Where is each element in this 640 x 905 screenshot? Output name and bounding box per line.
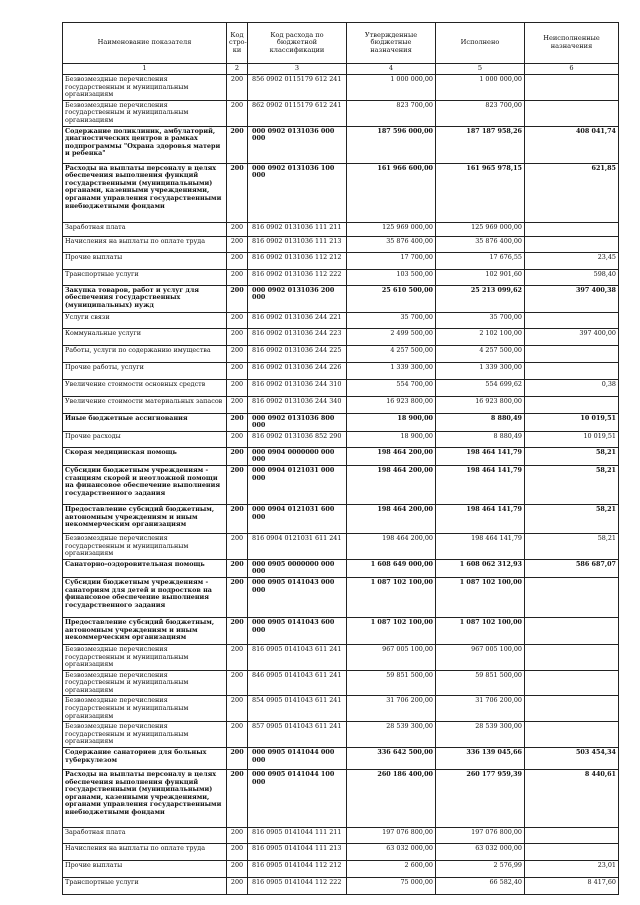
row-name-cell: Прочие выплаты xyxy=(63,861,227,878)
row-line-code-cell: 200 xyxy=(227,861,248,878)
row-expense-code-cell: 816 0905 0141044 112 222 xyxy=(248,878,347,895)
row-executed-cell: 198 464 141,79 xyxy=(436,447,525,465)
row-expense-code-cell: 000 0902 0131036 800 000 xyxy=(248,413,347,431)
table-row xyxy=(63,252,619,269)
row-approved-cell: 2 499 500,00 xyxy=(347,328,436,345)
table-row xyxy=(63,465,619,504)
row-name-cell: Увеличение стоимости основных средств xyxy=(63,379,227,396)
row-unexecuted-cell xyxy=(525,75,619,101)
row-line-code-cell: 200 xyxy=(227,577,248,617)
row-executed-cell: 1 087 102 100,00 xyxy=(436,617,525,644)
table-row xyxy=(63,379,619,396)
row-line-code-cell: 200 xyxy=(227,396,248,413)
row-line-code-cell: 200 xyxy=(227,670,248,696)
header-approved: Утвержденные бюджетные назначения xyxy=(347,23,436,64)
table-row xyxy=(63,828,619,844)
row-unexecuted-cell: 58,21 xyxy=(525,465,619,504)
table-row xyxy=(63,362,619,379)
row-executed-cell: 63 032 000,00 xyxy=(436,844,525,861)
table-row xyxy=(63,222,619,236)
row-name-cell: Безвозмездные перечисления государственным и муниципальным организациям xyxy=(63,722,227,748)
row-name-cell: Расходы на выплаты персоналу в целях обеспечения выполнения функций государственными (муниципальными) органами, казенными учреждениями, органами управления государственными внебюджетными фондами xyxy=(63,770,227,828)
column-number-row xyxy=(63,64,619,75)
row-unexecuted-cell: 503 454,34 xyxy=(525,748,619,770)
row-executed-cell: 198 464 141,79 xyxy=(436,465,525,504)
row-approved-cell: 1 000 000,00 xyxy=(347,75,436,101)
table-row xyxy=(63,413,619,431)
row-approved-cell: 18 900,00 xyxy=(347,431,436,447)
row-unexecuted-cell xyxy=(525,396,619,413)
row-name-cell: Скорая медицинская помощь xyxy=(63,447,227,465)
row-approved-cell: 823 700,00 xyxy=(347,100,436,126)
row-approved-cell: 2 600,00 xyxy=(347,861,436,878)
table-row xyxy=(63,285,619,312)
table-row xyxy=(63,396,619,413)
row-line-code-cell: 200 xyxy=(227,696,248,722)
header-expense-code: Код расхода по бюджетной классификации xyxy=(248,23,347,64)
row-name-cell: Заработная плата xyxy=(63,222,227,236)
row-line-code-cell: 200 xyxy=(227,447,248,465)
row-line-code-cell: 200 xyxy=(227,269,248,285)
row-unexecuted-cell: 23,45 xyxy=(525,252,619,269)
row-expense-code-cell: 816 0902 0131036 244 221 xyxy=(248,312,347,328)
row-expense-code-cell: 000 0905 0000000 000 000 xyxy=(248,559,347,577)
table-body xyxy=(63,75,619,895)
row-approved-cell: 75 000,00 xyxy=(347,878,436,895)
row-name-cell: Предоставление субсидий бюджетным, автономным учреждениям и иным некоммерческим организациям xyxy=(63,617,227,644)
row-line-code-cell: 200 xyxy=(227,252,248,269)
row-approved-cell: 197 076 800,00 xyxy=(347,828,436,844)
table-row xyxy=(63,696,619,722)
row-executed-cell: 16 923 800,00 xyxy=(436,396,525,413)
row-executed-cell: 823 700,00 xyxy=(436,100,525,126)
table-row xyxy=(63,269,619,285)
row-approved-cell: 17 700,00 xyxy=(347,252,436,269)
row-unexecuted-cell: 621,85 xyxy=(525,163,619,222)
row-approved-cell: 1 087 102 100,00 xyxy=(347,617,436,644)
row-name-cell: Коммунальные услуги xyxy=(63,328,227,345)
row-approved-cell: 25 610 500,00 xyxy=(347,285,436,312)
row-approved-cell: 28 539 300,00 xyxy=(347,722,436,748)
row-name-cell: Начисления на выплаты по оплате труда xyxy=(63,844,227,861)
row-executed-cell: 2 576,99 xyxy=(436,861,525,878)
row-line-code-cell: 200 xyxy=(227,379,248,396)
row-expense-code-cell: 000 0902 0131036 200 000 xyxy=(248,285,347,312)
row-expense-code-cell: 816 0904 0121031 611 241 xyxy=(248,533,347,559)
row-unexecuted-cell: 58,21 xyxy=(525,447,619,465)
row-executed-cell: 161 965 978,15 xyxy=(436,163,525,222)
row-executed-cell: 66 582,40 xyxy=(436,878,525,895)
row-expense-code-cell: 816 0902 0131036 244 225 xyxy=(248,345,347,362)
table-row xyxy=(63,431,619,447)
row-expense-code-cell: 000 0905 0141044 100 000 xyxy=(248,770,347,828)
row-approved-cell: 260 186 400,00 xyxy=(347,770,436,828)
row-name-cell: Закупка товаров, работ и услуг для обеспечения государственных (муниципальных) нужд xyxy=(63,285,227,312)
row-name-cell: Санаторно-оздоровительная помощь xyxy=(63,559,227,577)
row-executed-cell: 187 187 958,26 xyxy=(436,126,525,163)
row-unexecuted-cell xyxy=(525,100,619,126)
row-expense-code-cell: 816 0905 0141044 111 213 xyxy=(248,844,347,861)
table-row xyxy=(63,236,619,252)
row-executed-cell: 25 213 099,62 xyxy=(436,285,525,312)
row-name-cell: Безвозмездные перечисления государственным и муниципальным организациям xyxy=(63,100,227,126)
row-executed-cell: 260 177 959,39 xyxy=(436,770,525,828)
row-executed-cell: 17 676,55 xyxy=(436,252,525,269)
row-line-code-cell: 200 xyxy=(227,222,248,236)
row-approved-cell: 18 900,00 xyxy=(347,413,436,431)
row-expense-code-cell: 857 0905 0141043 611 241 xyxy=(248,722,347,748)
row-expense-code-cell: 000 0905 0141044 000 000 xyxy=(248,748,347,770)
row-executed-cell: 2 102 100,00 xyxy=(436,328,525,345)
row-name-cell: Безвозмездные перечисления государственным и муниципальным организациям xyxy=(63,75,227,101)
row-unexecuted-cell: 10 019,51 xyxy=(525,431,619,447)
row-name-cell: Прочие выплаты xyxy=(63,252,227,269)
row-unexecuted-cell xyxy=(525,577,619,617)
row-approved-cell: 63 032 000,00 xyxy=(347,844,436,861)
table-row xyxy=(63,75,619,101)
table-row xyxy=(63,861,619,878)
row-line-code-cell: 200 xyxy=(227,312,248,328)
row-executed-cell: 554 699,62 xyxy=(436,379,525,396)
row-unexecuted-cell: 8 417,60 xyxy=(525,878,619,895)
header-line-code: Код стро-ки xyxy=(227,23,248,64)
row-line-code-cell: 200 xyxy=(227,362,248,379)
column-number: 6 xyxy=(525,64,619,75)
row-approved-cell: 16 923 800,00 xyxy=(347,396,436,413)
row-name-cell: Прочие работы, услуги xyxy=(63,362,227,379)
row-approved-cell: 198 464 200,00 xyxy=(347,447,436,465)
row-unexecuted-cell xyxy=(525,617,619,644)
row-expense-code-cell: 000 0904 0121031 600 000 xyxy=(248,504,347,533)
row-line-code-cell: 200 xyxy=(227,126,248,163)
row-expense-code-cell: 816 0902 0131036 244 310 xyxy=(248,379,347,396)
row-expense-code-cell: 000 0902 0131036 000 000 xyxy=(248,126,347,163)
row-executed-cell: 31 706 200,00 xyxy=(436,696,525,722)
column-number: 1 xyxy=(63,64,227,75)
row-line-code-cell: 200 xyxy=(227,644,248,670)
row-executed-cell: 198 464 141,79 xyxy=(436,504,525,533)
table-row xyxy=(63,447,619,465)
table-row xyxy=(63,844,619,861)
row-executed-cell: 1 339 300,00 xyxy=(436,362,525,379)
row-expense-code-cell: 816 0902 0131036 112 212 xyxy=(248,252,347,269)
row-unexecuted-cell: 397 400,38 xyxy=(525,285,619,312)
row-executed-cell: 59 851 500,00 xyxy=(436,670,525,696)
row-unexecuted-cell: 8 440,61 xyxy=(525,770,619,828)
row-unexecuted-cell xyxy=(525,844,619,861)
column-number: 5 xyxy=(436,64,525,75)
row-expense-code-cell: 000 0902 0131036 100 000 xyxy=(248,163,347,222)
row-unexecuted-cell xyxy=(525,670,619,696)
row-approved-cell: 198 464 200,00 xyxy=(347,504,436,533)
table-row xyxy=(63,345,619,362)
table-row xyxy=(63,163,619,222)
row-line-code-cell: 200 xyxy=(227,345,248,362)
row-expense-code-cell: 856 0902 0115179 612 241 xyxy=(248,75,347,101)
row-unexecuted-cell xyxy=(525,722,619,748)
table-header-row xyxy=(63,23,619,64)
row-executed-cell: 4 257 500,00 xyxy=(436,345,525,362)
row-approved-cell: 161 966 600,00 xyxy=(347,163,436,222)
row-executed-cell: 102 901,60 xyxy=(436,269,525,285)
row-executed-cell: 1 087 102 100,00 xyxy=(436,577,525,617)
row-expense-code-cell: 816 0902 0131036 852 290 xyxy=(248,431,347,447)
row-unexecuted-cell: 0,38 xyxy=(525,379,619,396)
header-executed: Исполнено xyxy=(436,23,525,64)
budget-report-sheet xyxy=(62,22,618,895)
row-name-cell: Увеличение стоимости материальных запасов xyxy=(63,396,227,413)
row-unexecuted-cell xyxy=(525,312,619,328)
row-line-code-cell: 200 xyxy=(227,163,248,222)
row-name-cell: Содержание поликлиник, амбулаторий, диагностических центров в рамках подпрограммы "Охрана здоровья матери и ребенка" xyxy=(63,126,227,163)
row-line-code-cell: 200 xyxy=(227,878,248,895)
row-unexecuted-cell: 586 687,07 xyxy=(525,559,619,577)
row-name-cell: Безвозмездные перечисления государственным и муниципальным организациям xyxy=(63,533,227,559)
row-unexecuted-cell xyxy=(525,828,619,844)
row-line-code-cell: 200 xyxy=(227,328,248,345)
row-approved-cell: 1 339 300,00 xyxy=(347,362,436,379)
row-line-code-cell: 200 xyxy=(227,236,248,252)
table-row xyxy=(63,770,619,828)
row-name-cell: Работы, услуги по содержанию имущества xyxy=(63,345,227,362)
row-name-cell: Транспортные услуги xyxy=(63,878,227,895)
row-unexecuted-cell: 598,40 xyxy=(525,269,619,285)
row-expense-code-cell: 816 0902 0131036 244 226 xyxy=(248,362,347,379)
row-line-code-cell: 200 xyxy=(227,722,248,748)
row-unexecuted-cell: 58,21 xyxy=(525,533,619,559)
row-name-cell: Безвозмездные перечисления государственным и муниципальным организациям xyxy=(63,696,227,722)
column-number: 4 xyxy=(347,64,436,75)
row-name-cell: Иные бюджетные ассигнования xyxy=(63,413,227,431)
row-line-code-cell: 200 xyxy=(227,285,248,312)
table-row xyxy=(63,126,619,163)
row-approved-cell: 198 464 200,00 xyxy=(347,465,436,504)
table-row xyxy=(63,533,619,559)
row-name-cell: Безвозмездные перечисления государственным и муниципальным организациям xyxy=(63,670,227,696)
row-executed-cell: 336 139 045,66 xyxy=(436,748,525,770)
table-row xyxy=(63,577,619,617)
table-row xyxy=(63,312,619,328)
row-line-code-cell: 200 xyxy=(227,465,248,504)
row-unexecuted-cell: 397 400,00 xyxy=(525,328,619,345)
row-line-code-cell: 200 xyxy=(227,75,248,101)
row-approved-cell: 336 642 500,00 xyxy=(347,748,436,770)
row-executed-cell: 28 539 300,00 xyxy=(436,722,525,748)
row-expense-code-cell: 000 0905 0141043 000 000 xyxy=(248,577,347,617)
row-unexecuted-cell: 23,01 xyxy=(525,861,619,878)
row-expense-code-cell: 000 0905 0141043 600 000 xyxy=(248,617,347,644)
row-line-code-cell: 200 xyxy=(227,100,248,126)
row-name-cell: Содержание санаториев для больных туберкулезом xyxy=(63,748,227,770)
table-row xyxy=(63,328,619,345)
row-expense-code-cell: 816 0902 0131036 111 211 xyxy=(248,222,347,236)
row-name-cell: Заработная плата xyxy=(63,828,227,844)
row-approved-cell: 187 596 000,00 xyxy=(347,126,436,163)
row-approved-cell: 125 969 000,00 xyxy=(347,222,436,236)
header-name: Наименование показателя xyxy=(63,23,227,64)
row-executed-cell: 967 005 100,00 xyxy=(436,644,525,670)
table-row xyxy=(63,644,619,670)
row-approved-cell: 1 087 102 100,00 xyxy=(347,577,436,617)
table-row xyxy=(63,617,619,644)
row-unexecuted-cell xyxy=(525,222,619,236)
row-unexecuted-cell: 10 019,51 xyxy=(525,413,619,431)
row-expense-code-cell: 854 0905 0141043 611 241 xyxy=(248,696,347,722)
table-row xyxy=(63,100,619,126)
column-number: 2 xyxy=(227,64,248,75)
row-line-code-cell: 200 xyxy=(227,559,248,577)
row-approved-cell: 1 608 649 000,00 xyxy=(347,559,436,577)
row-approved-cell: 967 005 100,00 xyxy=(347,644,436,670)
row-approved-cell: 59 851 500,00 xyxy=(347,670,436,696)
row-expense-code-cell: 816 0902 0131036 111 213 xyxy=(248,236,347,252)
row-executed-cell: 8 880,49 xyxy=(436,431,525,447)
row-unexecuted-cell xyxy=(525,696,619,722)
row-approved-cell: 103 500,00 xyxy=(347,269,436,285)
row-unexecuted-cell: 408 041,74 xyxy=(525,126,619,163)
row-expense-code-cell: 000 0904 0000000 000 000 xyxy=(248,447,347,465)
row-name-cell: Транспортные услуги xyxy=(63,269,227,285)
row-name-cell: Услуги связи xyxy=(63,312,227,328)
row-unexecuted-cell xyxy=(525,362,619,379)
row-name-cell: Предоставление субсидий бюджетным, автономным учреждениям и иным некоммерческим организациям xyxy=(63,504,227,533)
row-approved-cell: 35 700,00 xyxy=(347,312,436,328)
table-row xyxy=(63,878,619,895)
row-name-cell: Субсидии бюджетным учреждениям - санаториям для детей и подростков на финансовое обеспечение выполнения государственного задания xyxy=(63,577,227,617)
row-expense-code-cell: 816 0905 0141044 112 212 xyxy=(248,861,347,878)
row-name-cell: Расходы на выплаты персоналу в целях обеспечения выполнения функций государственными (муниципальными) органами, казенными учреждениями, органами управления государственными внебюджетными фондами xyxy=(63,163,227,222)
row-line-code-cell: 200 xyxy=(227,828,248,844)
table-row xyxy=(63,748,619,770)
row-executed-cell: 125 969 000,00 xyxy=(436,222,525,236)
row-approved-cell: 35 876 400,00 xyxy=(347,236,436,252)
row-name-cell: Начисления на выплаты по оплате труда xyxy=(63,236,227,252)
header-unexecuted: Неисполненные назначения xyxy=(525,23,619,64)
row-line-code-cell: 200 xyxy=(227,770,248,828)
row-approved-cell: 198 464 200,00 xyxy=(347,533,436,559)
row-approved-cell: 31 706 200,00 xyxy=(347,696,436,722)
table-row xyxy=(63,504,619,533)
row-expense-code-cell: 816 0905 0141043 611 241 xyxy=(248,644,347,670)
budget-execution-table xyxy=(62,22,619,895)
row-expense-code-cell: 816 0902 0131036 244 340 xyxy=(248,396,347,413)
table-row xyxy=(63,670,619,696)
row-line-code-cell: 200 xyxy=(227,413,248,431)
row-line-code-cell: 200 xyxy=(227,504,248,533)
row-executed-cell: 35 876 400,00 xyxy=(436,236,525,252)
row-unexecuted-cell: 58,21 xyxy=(525,504,619,533)
row-expense-code-cell: 816 0902 0131036 112 222 xyxy=(248,269,347,285)
row-executed-cell: 197 076 800,00 xyxy=(436,828,525,844)
row-expense-code-cell: 000 0904 0121031 000 000 xyxy=(248,465,347,504)
row-expense-code-cell: 816 0902 0131036 244 223 xyxy=(248,328,347,345)
row-executed-cell: 35 700,00 xyxy=(436,312,525,328)
table-row xyxy=(63,559,619,577)
row-line-code-cell: 200 xyxy=(227,844,248,861)
row-name-cell: Субсидии бюджетным учреждениям - станциям скорой и неотложной помощи на финансовое обеспечение выполнения государственного задания xyxy=(63,465,227,504)
row-expense-code-cell: 816 0905 0141044 111 211 xyxy=(248,828,347,844)
row-line-code-cell: 200 xyxy=(227,617,248,644)
row-expense-code-cell: 846 0905 0141043 611 241 xyxy=(248,670,347,696)
row-line-code-cell: 200 xyxy=(227,431,248,447)
row-approved-cell: 4 257 500,00 xyxy=(347,345,436,362)
row-unexecuted-cell xyxy=(525,644,619,670)
table-row xyxy=(63,722,619,748)
row-name-cell: Прочие расходы xyxy=(63,431,227,447)
row-unexecuted-cell xyxy=(525,236,619,252)
row-line-code-cell: 200 xyxy=(227,533,248,559)
row-executed-cell: 8 880,49 xyxy=(436,413,525,431)
row-executed-cell: 1 608 062 312,93 xyxy=(436,559,525,577)
row-line-code-cell: 200 xyxy=(227,748,248,770)
row-approved-cell: 554 700,00 xyxy=(347,379,436,396)
row-name-cell: Безвозмездные перечисления государственным и муниципальным организациям xyxy=(63,644,227,670)
row-executed-cell: 198 464 141,79 xyxy=(436,533,525,559)
row-expense-code-cell: 862 0902 0115179 612 241 xyxy=(248,100,347,126)
row-unexecuted-cell xyxy=(525,345,619,362)
row-executed-cell: 1 000 000,00 xyxy=(436,75,525,101)
column-number: 3 xyxy=(248,64,347,75)
